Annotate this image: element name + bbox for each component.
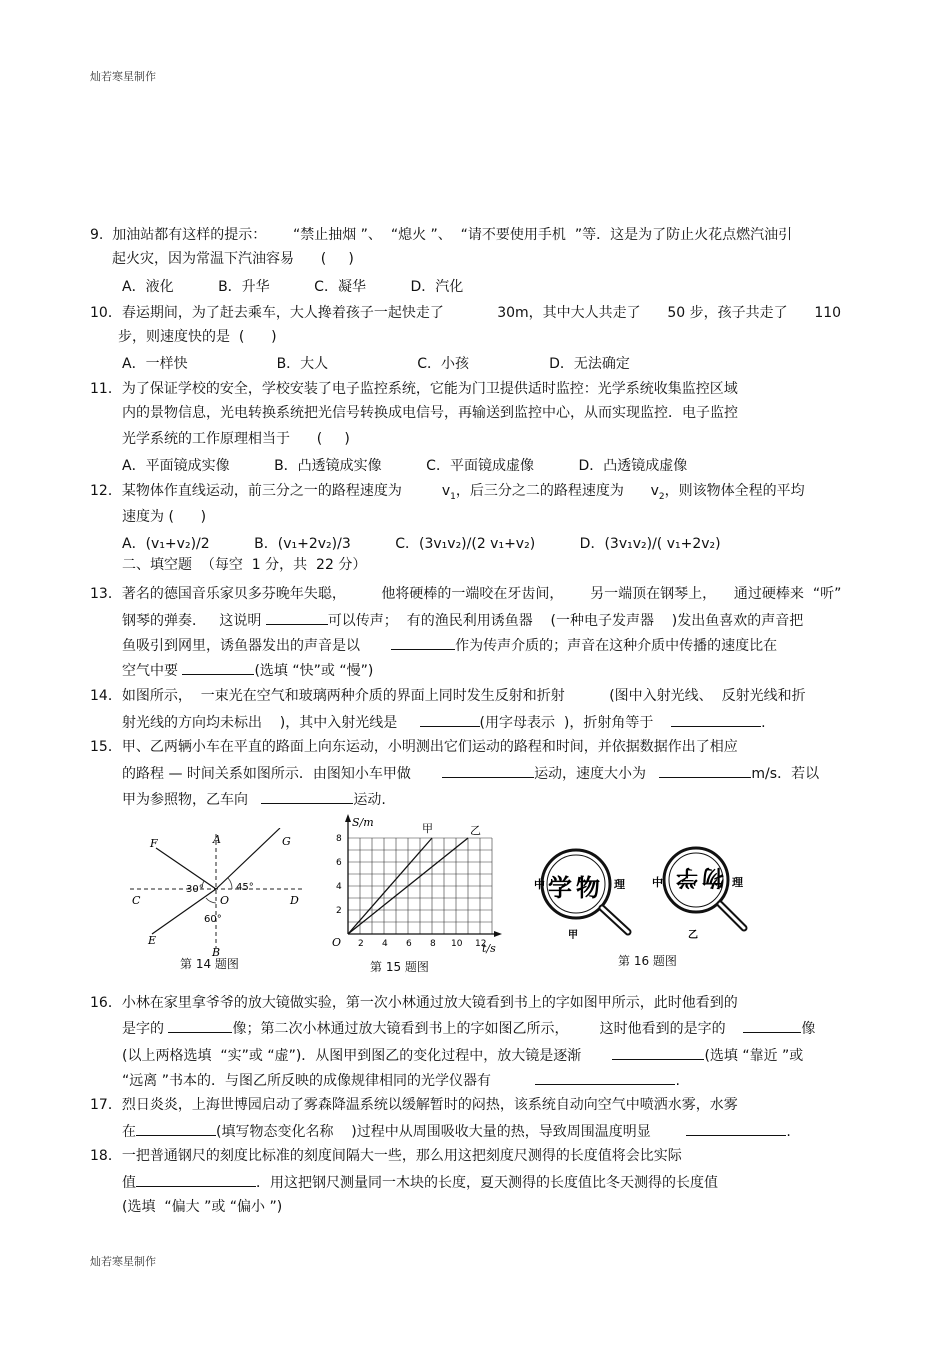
q13-blank-1[interactable] [266, 610, 328, 625]
q12-line2: 速度为 ( ) [122, 509, 207, 525]
q12-sub2: 2 [658, 491, 665, 502]
q14-blank-2[interactable] [671, 712, 761, 727]
fig14-angle-45: 45° [236, 882, 254, 893]
fig14-label-o: O [220, 894, 230, 907]
q16-line1: 16．小林在家里拿爷爷的放大镜做实验，第一次小林通过放大镜看到书上的字如图甲所示，此时他看到的 [90, 995, 738, 1011]
q13-line1: 13．著名的德国音乐家贝多芬晚年失聪， 他将硬棒的一端咬在牙齿间， 另一端顶在钢琴上， 通过硬棒来 “听” [90, 586, 842, 602]
fig14-label-d: D [290, 894, 299, 907]
fig14-angle-30: 30° [186, 884, 204, 895]
q16-text-f: “远离 ”书本的．与图乙所反映的成像规律相同的光学仪器有 [122, 1073, 536, 1089]
fig16-label-yi: 乙 [688, 930, 698, 941]
fig16-jia-zhong: 中 [534, 878, 545, 891]
fig15-ytick-2: 2 [336, 906, 342, 916]
q13-text-e: 空气中要 [122, 663, 183, 679]
q14-text-a: 射光线的方向均未标出 )，其中入射光线是 [122, 715, 420, 731]
fig15-ylabel: S/m [352, 816, 374, 829]
q15-line1: 15．甲、乙两辆小车在平直的路面上向东运动，小明测出它们运动的路程和时间，并依据数据作出了相应 [90, 739, 738, 755]
fig14-ray-oe [152, 889, 216, 934]
fig14-label-a: A [213, 833, 221, 846]
q13-text-d: 作为传声介质的；声音在这种介质中传播的速度比在 [455, 638, 778, 654]
q18-blank-1[interactable] [136, 1172, 256, 1187]
fig15-xlabel: t/s [482, 942, 496, 955]
q11-options: A．平面镜成实像 B．凸透镜成实像 C．平面镜成虚像 D．凸透镜成虚像 [122, 458, 688, 474]
q13-line3 [122, 635, 777, 655]
q13-text-c: 鱼吸引到网里，诱鱼器发出的声音是以 [122, 638, 392, 654]
q11-line1: 11．为了保证学校的安全，学校安装了电子监控系统，它能为门卫提供适时监控：光学系统收集监控区域 [90, 381, 738, 397]
q18-line3: (选填 “偏大 ”或 “偏小 ”) [122, 1199, 283, 1215]
q16-text-e: (选填 “靠近 ”或 [704, 1048, 804, 1064]
q15-text-d: 甲为参照物，乙车向 [122, 792, 262, 808]
q12-options: A．(v₁+v₂)/2 B．(v₁+2v₂)/3 C．(3v₁v₂)/(2 v₁+v₂) D．(3v₁v₂)/( v₁+2v₂) [122, 536, 721, 552]
fig15-label-yi: 乙 [470, 824, 481, 837]
fig15-xtick-12: 12 [475, 939, 487, 949]
fig14-caption: 第 14 题图 [180, 957, 239, 971]
fig14-label-g: G [282, 835, 291, 848]
q10-line1: 10．春运期间，为了赶去乘车，大人搀着孩子一起快走了 30m，其中大人共走了 50 步，孩子共走了 110 [90, 305, 842, 321]
q15-line2 [122, 763, 819, 783]
q13-text-b: 可以传声； 有的渔民利用诱鱼器 (一种电子发声器 )发出鱼喜欢的声音把 [327, 613, 804, 629]
fig14-ray-fo [156, 848, 216, 889]
fig15-label-jia: 甲 [422, 822, 433, 835]
fig16-magnifiers [528, 814, 768, 944]
q15-text-c: m/s．若以 [751, 766, 820, 782]
page-header: 灿若寒星制作 [90, 70, 156, 83]
q9-options: A．液化 B．升华 C．凝华 D．汽化 [122, 279, 464, 295]
q14-text-b: (用字母表示 )，折射角等于 [479, 715, 672, 731]
fig15-xtick-4: 4 [382, 939, 388, 949]
fig16-jia-li: 理 [614, 878, 625, 891]
q17-blank-1[interactable] [136, 1121, 216, 1136]
fig16-jia-wu: 物 [576, 874, 600, 902]
fig14-arc-60 [206, 898, 216, 903]
fig16-yi-wu-inverted: 学 [675, 864, 698, 889]
q13-text-a: 钢琴的弹奏． 这说明 [122, 613, 266, 629]
fig15-y-arrow [345, 814, 351, 822]
fig16-caption: 第 16 题图 [618, 954, 677, 968]
q14-line1: 14．如图所示， 一束光在空气和玻璃两种介质的界面上同时发生反射和折射 (图中入射光线、 反射光线和折 [90, 688, 806, 704]
q11-line3: 光学系统的工作原理相当于 ( ) [122, 431, 350, 447]
q15-blank-1[interactable] [442, 763, 534, 778]
fig16-yi-xue-inverted: 物 [701, 864, 724, 889]
fig15-chart [328, 812, 508, 962]
q14-line2 [122, 712, 766, 732]
page-footer: 灿若寒星制作 [90, 1255, 156, 1268]
q14-blank-1[interactable] [420, 712, 480, 727]
q16-blank-3[interactable] [612, 1045, 704, 1060]
q13-line4 [122, 660, 373, 680]
fig14-label-f: F [150, 837, 158, 850]
fig15-caption: 第 15 题图 [370, 960, 429, 974]
fig14-label-b: B [212, 946, 221, 958]
q12-line1 [90, 482, 805, 506]
section-title-fill-in: 二、填空题 （每空 1 分，共 22 分） [122, 557, 367, 573]
q16-blank-2[interactable] [743, 1018, 801, 1033]
fig15-ytick-8: 8 [336, 834, 342, 844]
q17-text-c: . [786, 1124, 791, 1140]
q9-line1: 9. 加油站都有这样的提示： “禁止抽烟 ”、 “熄火 ”、 “请不要使用手机 ”等．这是为了防止火花点燃汽油引 [90, 227, 793, 243]
q17-line2 [122, 1121, 791, 1141]
fig14-diagram [130, 828, 305, 958]
fig16-yi-zhong: 中 [652, 876, 663, 889]
q13-line2 [122, 610, 803, 630]
q16-text-a: 是字的 [122, 1021, 169, 1037]
fig15-xtick-2: 2 [358, 939, 364, 949]
q15-blank-2[interactable] [659, 763, 751, 778]
q17-line1: 17．烈日炎炎，上海世博园启动了雾森降温系统以缓解暂时的闷热，该系统自动向空气中喷洒水雾，水雾 [90, 1097, 738, 1113]
fig14-arc-45 [228, 878, 232, 889]
q17-blank-2[interactable] [686, 1121, 786, 1136]
q12-sub1: 1 [450, 491, 456, 502]
q16-blank-1[interactable] [168, 1018, 232, 1033]
fig15-xtick-10: 10 [451, 939, 463, 949]
q15-blank-3[interactable] [261, 789, 353, 804]
q12-line1b: ，后三分之二的路程速度为 v [455, 483, 659, 499]
q9-line2: 起火灾，因为常温下汽油容易 ( ) [112, 251, 354, 267]
q15-text-a: 的路程 — 时间关系如图所示．由图知小车甲做 [122, 766, 443, 782]
q14-text-c: . [761, 715, 766, 731]
fig15-ytick-6: 6 [336, 858, 342, 868]
q15-text-e: 运动. [353, 792, 386, 808]
q15-line3 [122, 789, 386, 809]
fig15-origin: O [332, 936, 342, 949]
q16-text-c: 像 [801, 1021, 816, 1037]
q18-text-a: 值 [122, 1175, 136, 1191]
fig14-label-e: E [148, 934, 157, 947]
q16-line3 [122, 1045, 803, 1065]
q16-text-b: 像；第二次小林通过放大镜看到书上的字如图乙所示， 这时他看到的是字的 [232, 1021, 744, 1037]
q16-text-g: . [675, 1073, 680, 1089]
q18-line2 [122, 1172, 718, 1192]
fig16-yi-li: 理 [732, 876, 743, 889]
q13-text-f: (选填 “快”或 “慢”) [254, 663, 374, 679]
fig15-x-arrow [494, 931, 502, 937]
q11-line2: 内的景物信息，光电转换系统把光信号转换成电信号，再输送到监控中心，从而实现监控．电子监控 [122, 405, 738, 421]
q18-text-b: ．用这把钢尺测量同一木块的长度，夏天测得的长度值比冬天测得的长度值 [256, 1175, 718, 1191]
fig14-angle-60: 60° [204, 914, 222, 925]
q17-text-b: (填写物态变化名称 )过程中从周围吸收大量的热，导致周围温度明显 [216, 1124, 687, 1140]
q16-text-d: (以上两格选填 “实”或 “虚”)．从图甲到图乙的变化过程中，放大镜是逐渐 [122, 1048, 613, 1064]
q16-line2 [122, 1018, 815, 1038]
q15-text-b: 运动，速度大小为 [534, 766, 660, 782]
q16-line4 [122, 1070, 680, 1090]
fig14-label-c: C [132, 894, 141, 907]
fig14-ray-og [216, 828, 280, 889]
q13-blank-2[interactable] [391, 635, 455, 650]
fig15-xtick-6: 6 [406, 939, 412, 949]
fig16-jia-xue: 学 [548, 874, 572, 902]
q17-text-a: 在 [122, 1124, 136, 1140]
fig15-xtick-8: 8 [430, 939, 436, 949]
fig16-label-jia: 甲 [568, 930, 578, 941]
q13-blank-3[interactable] [182, 660, 254, 675]
q16-blank-4[interactable] [535, 1070, 675, 1085]
fig15-ytick-4: 4 [336, 882, 342, 892]
q12-line1a: 12．某物体作直线运动，前三分之一的路程速度为 v [90, 483, 451, 499]
q10-options: A．一样快 B．大人 C．小孩 D．无法确定 [122, 356, 630, 372]
q10-line2: 步，则速度快的是 ( ) [118, 329, 277, 345]
q18-line1: 18．一把普通钢尺的刻度比标准的刻度间隔大一些，那么用这把刻度尺测得的长度值将会比实际 [90, 1148, 682, 1164]
q12-line1c: ，则该物体全程的平均 [664, 483, 805, 499]
